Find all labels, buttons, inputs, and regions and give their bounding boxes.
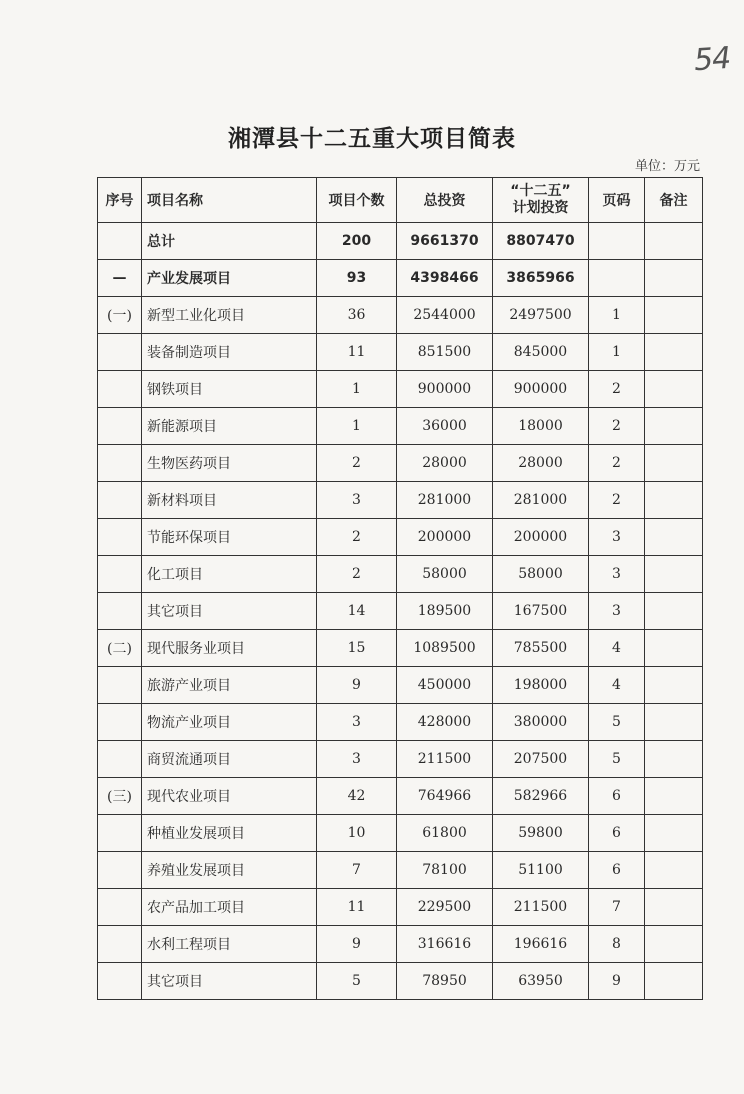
table-row [98,408,703,445]
cell-count: 10 [317,815,397,852]
cell-total: 28000 [397,445,493,482]
cell-page [589,223,645,260]
cell-page: 2 [589,482,645,519]
table-row [98,926,703,963]
cell-name: 旅游产业项目 [142,667,317,704]
cell-name: 商贸流通项目 [142,741,317,778]
cell-note [645,704,703,741]
table-row [98,371,703,408]
header-plan-line1: “十二五” [510,183,571,199]
cell-name: 新型工业化项目 [142,297,317,334]
cell-plan: 207500 [493,741,589,778]
cell-total: 281000 [397,482,493,519]
cell-total: 2544000 [397,297,493,334]
cell-total: 1089500 [397,630,493,667]
table-row [98,519,703,556]
project-summary-table [97,177,703,1000]
cell-name: 农产品加工项目 [142,889,317,926]
cell-plan: 8807470 [493,223,589,260]
table-row [98,297,703,334]
table-header-row [98,178,703,223]
header-total: 总投资 [397,178,493,223]
table-row [98,815,703,852]
cell-name: 水利工程项目 [142,926,317,963]
cell-note [645,815,703,852]
cell-page: 3 [589,593,645,630]
cell-count: 11 [317,889,397,926]
cell-total: 428000 [397,704,493,741]
cell-count: 1 [317,371,397,408]
cell-seq [98,815,142,852]
cell-name: 钢铁项目 [142,371,317,408]
cell-seq [98,963,142,1000]
header-name: 项目名称 [142,178,317,223]
cell-name: 现代农业项目 [142,778,317,815]
cell-note [645,852,703,889]
cell-plan: 281000 [493,482,589,519]
cell-seq [98,889,142,926]
document-title: 湘潭县十二五重大项目简表 [228,126,516,152]
cell-note [645,778,703,815]
cell-plan: 2497500 [493,297,589,334]
unit-label: 单位：万元 [634,159,700,174]
cell-page: 6 [589,778,645,815]
cell-count: 2 [317,556,397,593]
header-plan [493,178,589,223]
cell-page: 3 [589,556,645,593]
table-row [98,593,703,630]
header-plan-line2: 计划投资 [512,200,569,216]
cell-count: 2 [317,519,397,556]
cell-total: 78100 [397,852,493,889]
cell-plan: 845000 [493,334,589,371]
cell-seq: — [98,260,142,297]
table-row [98,556,703,593]
cell-total: 316616 [397,926,493,963]
header-count: 项目个数 [317,178,397,223]
table-row [98,963,703,1000]
cell-name: 新能源项目 [142,408,317,445]
cell-name: 其它项目 [142,593,317,630]
cell-plan: 211500 [493,889,589,926]
table-row [98,223,703,260]
cell-seq [98,334,142,371]
cell-total: 764966 [397,778,493,815]
cell-page: 9 [589,963,645,1000]
cell-note [645,926,703,963]
cell-note [645,223,703,260]
cell-total: 9661370 [397,223,493,260]
cell-name: 产业发展项目 [142,260,317,297]
cell-page: 4 [589,630,645,667]
cell-plan: 63950 [493,963,589,1000]
cell-plan: 18000 [493,408,589,445]
cell-plan: 196616 [493,926,589,963]
cell-total: 211500 [397,741,493,778]
table-row [98,334,703,371]
table-row [98,778,703,815]
cell-count: 2 [317,445,397,482]
cell-plan: 198000 [493,667,589,704]
cell-seq [98,482,142,519]
header-seq: 序号 [98,178,142,223]
cell-note [645,334,703,371]
cell-seq: (三) [98,778,142,815]
cell-count: 42 [317,778,397,815]
cell-count: 1 [317,408,397,445]
table-row [98,889,703,926]
cell-note [645,260,703,297]
cell-total: 851500 [397,334,493,371]
cell-page: 2 [589,408,645,445]
cell-count: 5 [317,963,397,1000]
cell-seq [98,852,142,889]
table-row [98,852,703,889]
table-row [98,667,703,704]
table-row [98,741,703,778]
cell-total: 189500 [397,593,493,630]
cell-count: 9 [317,667,397,704]
cell-total: 61800 [397,815,493,852]
cell-seq [98,704,142,741]
cell-total: 78950 [397,963,493,1000]
table-row [98,260,703,297]
cell-page: 6 [589,815,645,852]
cell-note [645,741,703,778]
cell-count: 36 [317,297,397,334]
cell-plan: 28000 [493,445,589,482]
cell-seq [98,371,142,408]
cell-page: 5 [589,704,645,741]
header-page: 页码 [589,178,645,223]
cell-seq: (一) [98,297,142,334]
cell-name: 生物医药项目 [142,445,317,482]
cell-plan: 58000 [493,556,589,593]
header-note: 备注 [645,178,703,223]
cell-plan: 785500 [493,630,589,667]
cell-plan: 167500 [493,593,589,630]
cell-seq [98,667,142,704]
cell-seq [98,445,142,482]
cell-note [645,371,703,408]
cell-seq [98,556,142,593]
cell-total: 36000 [397,408,493,445]
cell-count: 7 [317,852,397,889]
cell-seq [98,926,142,963]
cell-note [645,630,703,667]
cell-note [645,889,703,926]
cell-name: 新材料项目 [142,482,317,519]
cell-name: 化工项目 [142,556,317,593]
cell-plan: 900000 [493,371,589,408]
cell-page: 5 [589,741,645,778]
cell-note [645,297,703,334]
table-row [98,482,703,519]
table-row [98,704,703,741]
cell-count: 11 [317,334,397,371]
cell-plan: 51100 [493,852,589,889]
cell-count: 9 [317,926,397,963]
cell-name: 装备制造项目 [142,334,317,371]
cell-plan: 380000 [493,704,589,741]
cell-page: 4 [589,667,645,704]
cell-page: 2 [589,445,645,482]
cell-name: 总计 [142,223,317,260]
cell-note [645,593,703,630]
cell-seq: (二) [98,630,142,667]
cell-note [645,667,703,704]
cell-count: 14 [317,593,397,630]
cell-page: 7 [589,889,645,926]
cell-count: 15 [317,630,397,667]
cell-count: 3 [317,704,397,741]
cell-note [645,408,703,445]
cell-page: 6 [589,852,645,889]
cell-seq [98,223,142,260]
cell-note [645,445,703,482]
cell-total: 450000 [397,667,493,704]
cell-seq [98,593,142,630]
cell-page: 2 [589,371,645,408]
cell-total: 229500 [397,889,493,926]
cell-plan: 582966 [493,778,589,815]
cell-total: 58000 [397,556,493,593]
table-row [98,445,703,482]
cell-name: 现代服务业项目 [142,630,317,667]
cell-total: 200000 [397,519,493,556]
cell-page [589,260,645,297]
cell-name: 养殖业发展项目 [142,852,317,889]
cell-name: 节能环保项目 [142,519,317,556]
cell-total: 4398466 [397,260,493,297]
cell-plan: 3865966 [493,260,589,297]
cell-page: 1 [589,334,645,371]
cell-page: 3 [589,519,645,556]
cell-page: 8 [589,926,645,963]
cell-seq [98,741,142,778]
cell-seq [98,519,142,556]
cell-count: 200 [317,223,397,260]
cell-seq [98,408,142,445]
cell-total: 900000 [397,371,493,408]
cell-plan: 200000 [493,519,589,556]
table-row [98,630,703,667]
cell-name: 其它项目 [142,963,317,1000]
cell-count: 3 [317,482,397,519]
cell-page: 1 [589,297,645,334]
cell-note [645,963,703,1000]
cell-count: 93 [317,260,397,297]
cell-note [645,482,703,519]
handwritten-page-number: 54 [692,40,732,79]
cell-note [645,519,703,556]
cell-name: 物流产业项目 [142,704,317,741]
cell-note [645,556,703,593]
cell-plan: 59800 [493,815,589,852]
cell-name: 种植业发展项目 [142,815,317,852]
cell-count: 3 [317,741,397,778]
